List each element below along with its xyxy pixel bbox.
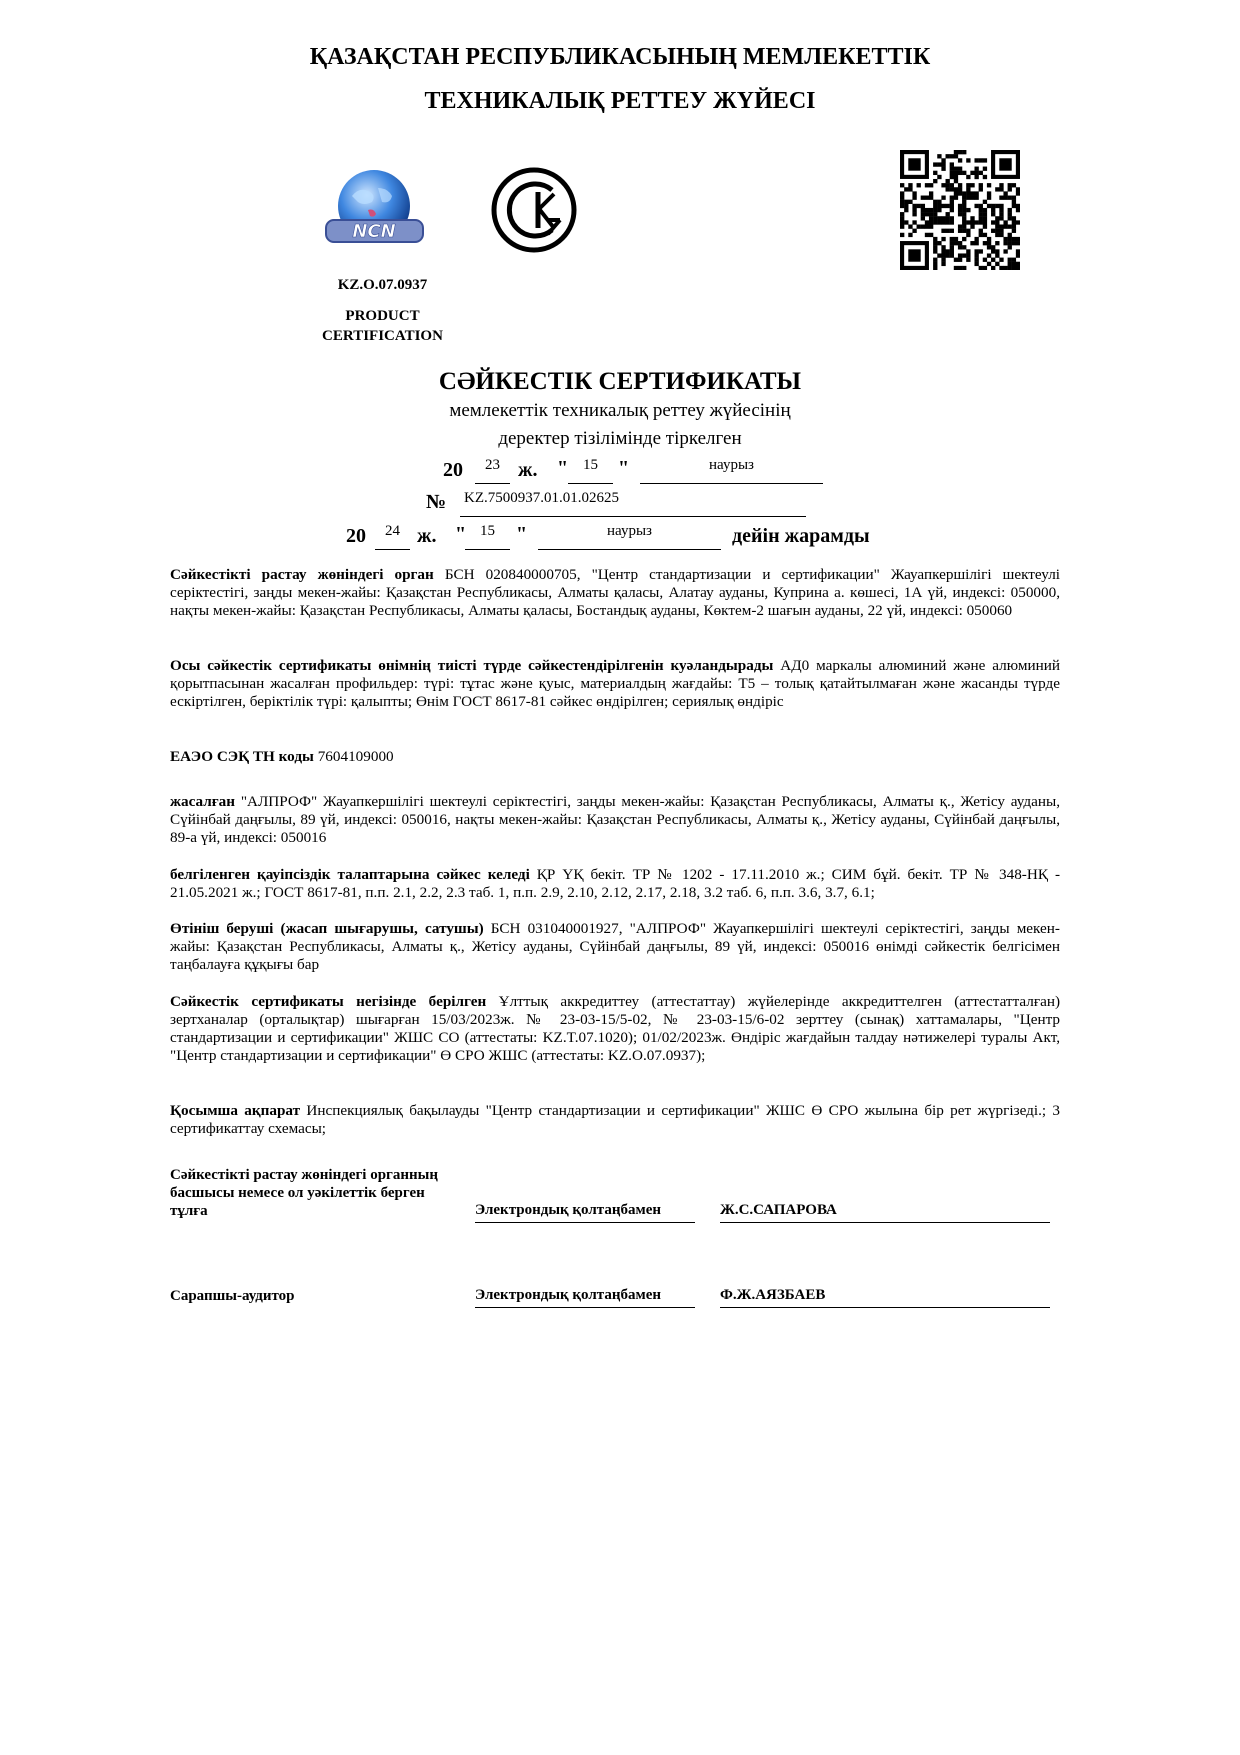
certificate-subtitle-2: деректер тізілімінде тіркелген — [498, 428, 742, 449]
kz-conformity-mark-icon — [490, 166, 578, 254]
header-line-2: ТЕХНИКАЛЫҚ РЕТТЕУ ЖҮЙЕСІ — [424, 88, 816, 114]
reg-year-prefix: 20 — [443, 459, 463, 481]
certification-label: CERTIFICATION — [322, 328, 443, 344]
manufacturer-section — [170, 793, 1060, 847]
number-label: № — [426, 491, 447, 513]
signatory-name-head: Ж.С.САПАРОВА — [720, 1202, 1050, 1223]
reg-quote-close: " — [618, 457, 630, 479]
qr-code — [900, 150, 1020, 270]
valid-quote-close: " — [516, 523, 528, 545]
section-label: Өтініш беруші (жасап шығарушы, сатушы) — [170, 920, 484, 937]
section-text: Ұлттық аккредиттеу (аттестаттау) жүйелерінде аккредиттелген (аттестатталған) зертханалар (орталықтар) шығарған 15/03/2023ж. № 23-03-15/5-02, № 23-03-15/6-02 зерттеу (сынақ) хаттамалары, "Центр стандартизации и сертификации" ЖШС СО (аттестаты: KZ.T.07.1020); 01/02/2023ж. Өндіріс жағдайын талдау нәтижелері туралы Акт, "Центр стандартизации и сертификации" Ө СРО ЖШС (аттестаты: KZ.O.07.0937); — [170, 993, 1061, 1064]
certificate-title: СӘЙКЕСТІК СЕРТИФИКАТЫ — [438, 368, 802, 395]
certifies-section — [170, 657, 1060, 711]
requirements-section — [170, 866, 1060, 902]
section-text: ҚР ҮҚ бекіт. ТР № 1202 - 17.11.2010 ж.; СИМ бұй. бекіт. ТР № 348-НҚ - 21.05.2021 ж.; ГОСТ 8617-81, п.п. 2.1, 2.2, 2.3 таб. 1, п.п. 2.9, 2.10, 2.12, 2.17, 2.18, 3.2 таб. 6, п.п. 3.6, 3.7, 6.1; — [170, 866, 1061, 901]
section-text: Инспекциялық бақылауды "Центр стандартизации и сертификации" ЖШС Ө СРО жылына бір рет жүргізеді.; 3 сертификаттау схемасы; — [170, 1102, 1060, 1137]
product-label: PRODUCT — [345, 308, 420, 324]
reg-month: наурыз — [640, 457, 823, 484]
additional-info-section — [170, 1102, 1060, 1138]
certificate-subtitle-1: мемлекеттік техникалық реттеу жүйесінің — [449, 400, 791, 421]
section-text: "АЛПРОФ" Жауапкершілігі шектеулі серіктестігі, заңды мекен-жайы: Қазақстан Республикасы, Алматы қ., Жетісу ауданы, Сүйінбай даңғылы, 89 үй, индексі: 050016, нақты мекен-жайы: Қазақстан Республикасы, Алматы қ., Жетісу ауданы, Сүйінбай даңғылы, 89-а үй, индексі: 050016 — [170, 793, 1060, 846]
section-label: Осы сәйкестік сертификаты өнімнің тиісті түрде сәйкестендірілгенін куәландырады — [170, 657, 774, 674]
section-label: Сәйкестікті растау жөніндегі орган — [170, 566, 434, 583]
section-label: Қосымша ақпарат — [170, 1102, 301, 1119]
section-label: Сәйкестік сертификаты негізінде берілген — [170, 993, 487, 1010]
ncn-logo-text: NCN — [352, 221, 396, 242]
conformity-body-section — [170, 566, 1060, 620]
section-text: 7604109000 — [313, 748, 394, 765]
valid-quote-open: " — [455, 523, 467, 545]
section-text: БСН 031040001927, "АЛПРОФ" Жауапкершілігі шектеулі серіктестігі, заңды мекен-жайы: Қазақстан Республикасы, Алматы қ., Жетісу ауданы, Сүйінбай даңғылы, 89 үй, индексі: 050016 өнімді сәйкестік белгісімен таңбалауға құқығы бар — [170, 920, 1060, 973]
valid-year: 24 — [375, 523, 410, 550]
valid-until-label: дейін жарамды — [732, 525, 870, 547]
reg-quote-open: " — [557, 457, 569, 479]
section-text: АД0 маркалы алюминий және алюминий қорытпасынан жасалған профильдер: түрі: тұтас және қуыс, материалдың жағдайы: Т5 – толық қатайтылмаған және жасанды түрде ескіртілген, беріктілік түрі: қалыпты; Өнім ГОСТ 8617-81 сәйкес өндірілген; сериялық өндіріс — [170, 657, 1060, 710]
signature-method-head: Электрондық қолтаңбамен — [475, 1202, 695, 1223]
valid-year-prefix: 20 — [346, 525, 366, 547]
valid-year-label: ж. — [417, 525, 437, 547]
header-line-1: ҚАЗАҚСТАН РЕСПУБЛИКАСЫНЫҢ МЕМЛЕКЕТТІК — [309, 44, 931, 70]
signatory-role-head: Сәйкестікті растау жөніндегі органның басшысы немесе ол уәкілеттік берген тұлға — [170, 1167, 439, 1219]
signatory-role-auditor: Сарапшы-аудитор — [170, 1288, 295, 1304]
accreditation-code: KZ.O.07.0937 — [337, 277, 428, 293]
section-text: БСН 020840000705, "Центр стандартизации и сертификации" Жауапкершілігі шектеулі серіктестігі, заңды мекен-жайы: Қазақстан Республикасы, Алматы қаласы, Алатау ауданы, Куприна а. көшесі, 1А үй, индексі: 050000, нақты мекен-жайы: Қазақстан Республикасы, Алматы қаласы, Бостандық ауданы, Көктем-2 шағын ауданы, 22 үй, индексі: 050060 — [170, 566, 1060, 619]
applicant-section — [170, 920, 1060, 974]
signature-method-auditor: Электрондық қолтаңбамен — [475, 1287, 695, 1308]
section-label: жасалған — [170, 793, 236, 810]
certificate-number: KZ.7500937.01.01.02625 — [460, 490, 806, 517]
section-label: белгіленген қауіпсіздік талаптарына сәйкес келеді — [170, 866, 530, 883]
valid-month: наурыз — [538, 523, 721, 550]
hs-code-section — [170, 748, 1060, 766]
ncn-globe-logo — [322, 166, 427, 266]
basis-section — [170, 993, 1060, 1065]
reg-year: 23 — [475, 457, 510, 484]
section-label: ЕАЭО СЭҚ ТН коды — [170, 748, 314, 765]
reg-year-label: ж. — [518, 459, 538, 481]
valid-day: 15 — [465, 523, 510, 550]
reg-day: 15 — [568, 457, 613, 484]
signatory-name-auditor: Ф.Ж.АЯЗБАЕВ — [720, 1287, 1050, 1308]
